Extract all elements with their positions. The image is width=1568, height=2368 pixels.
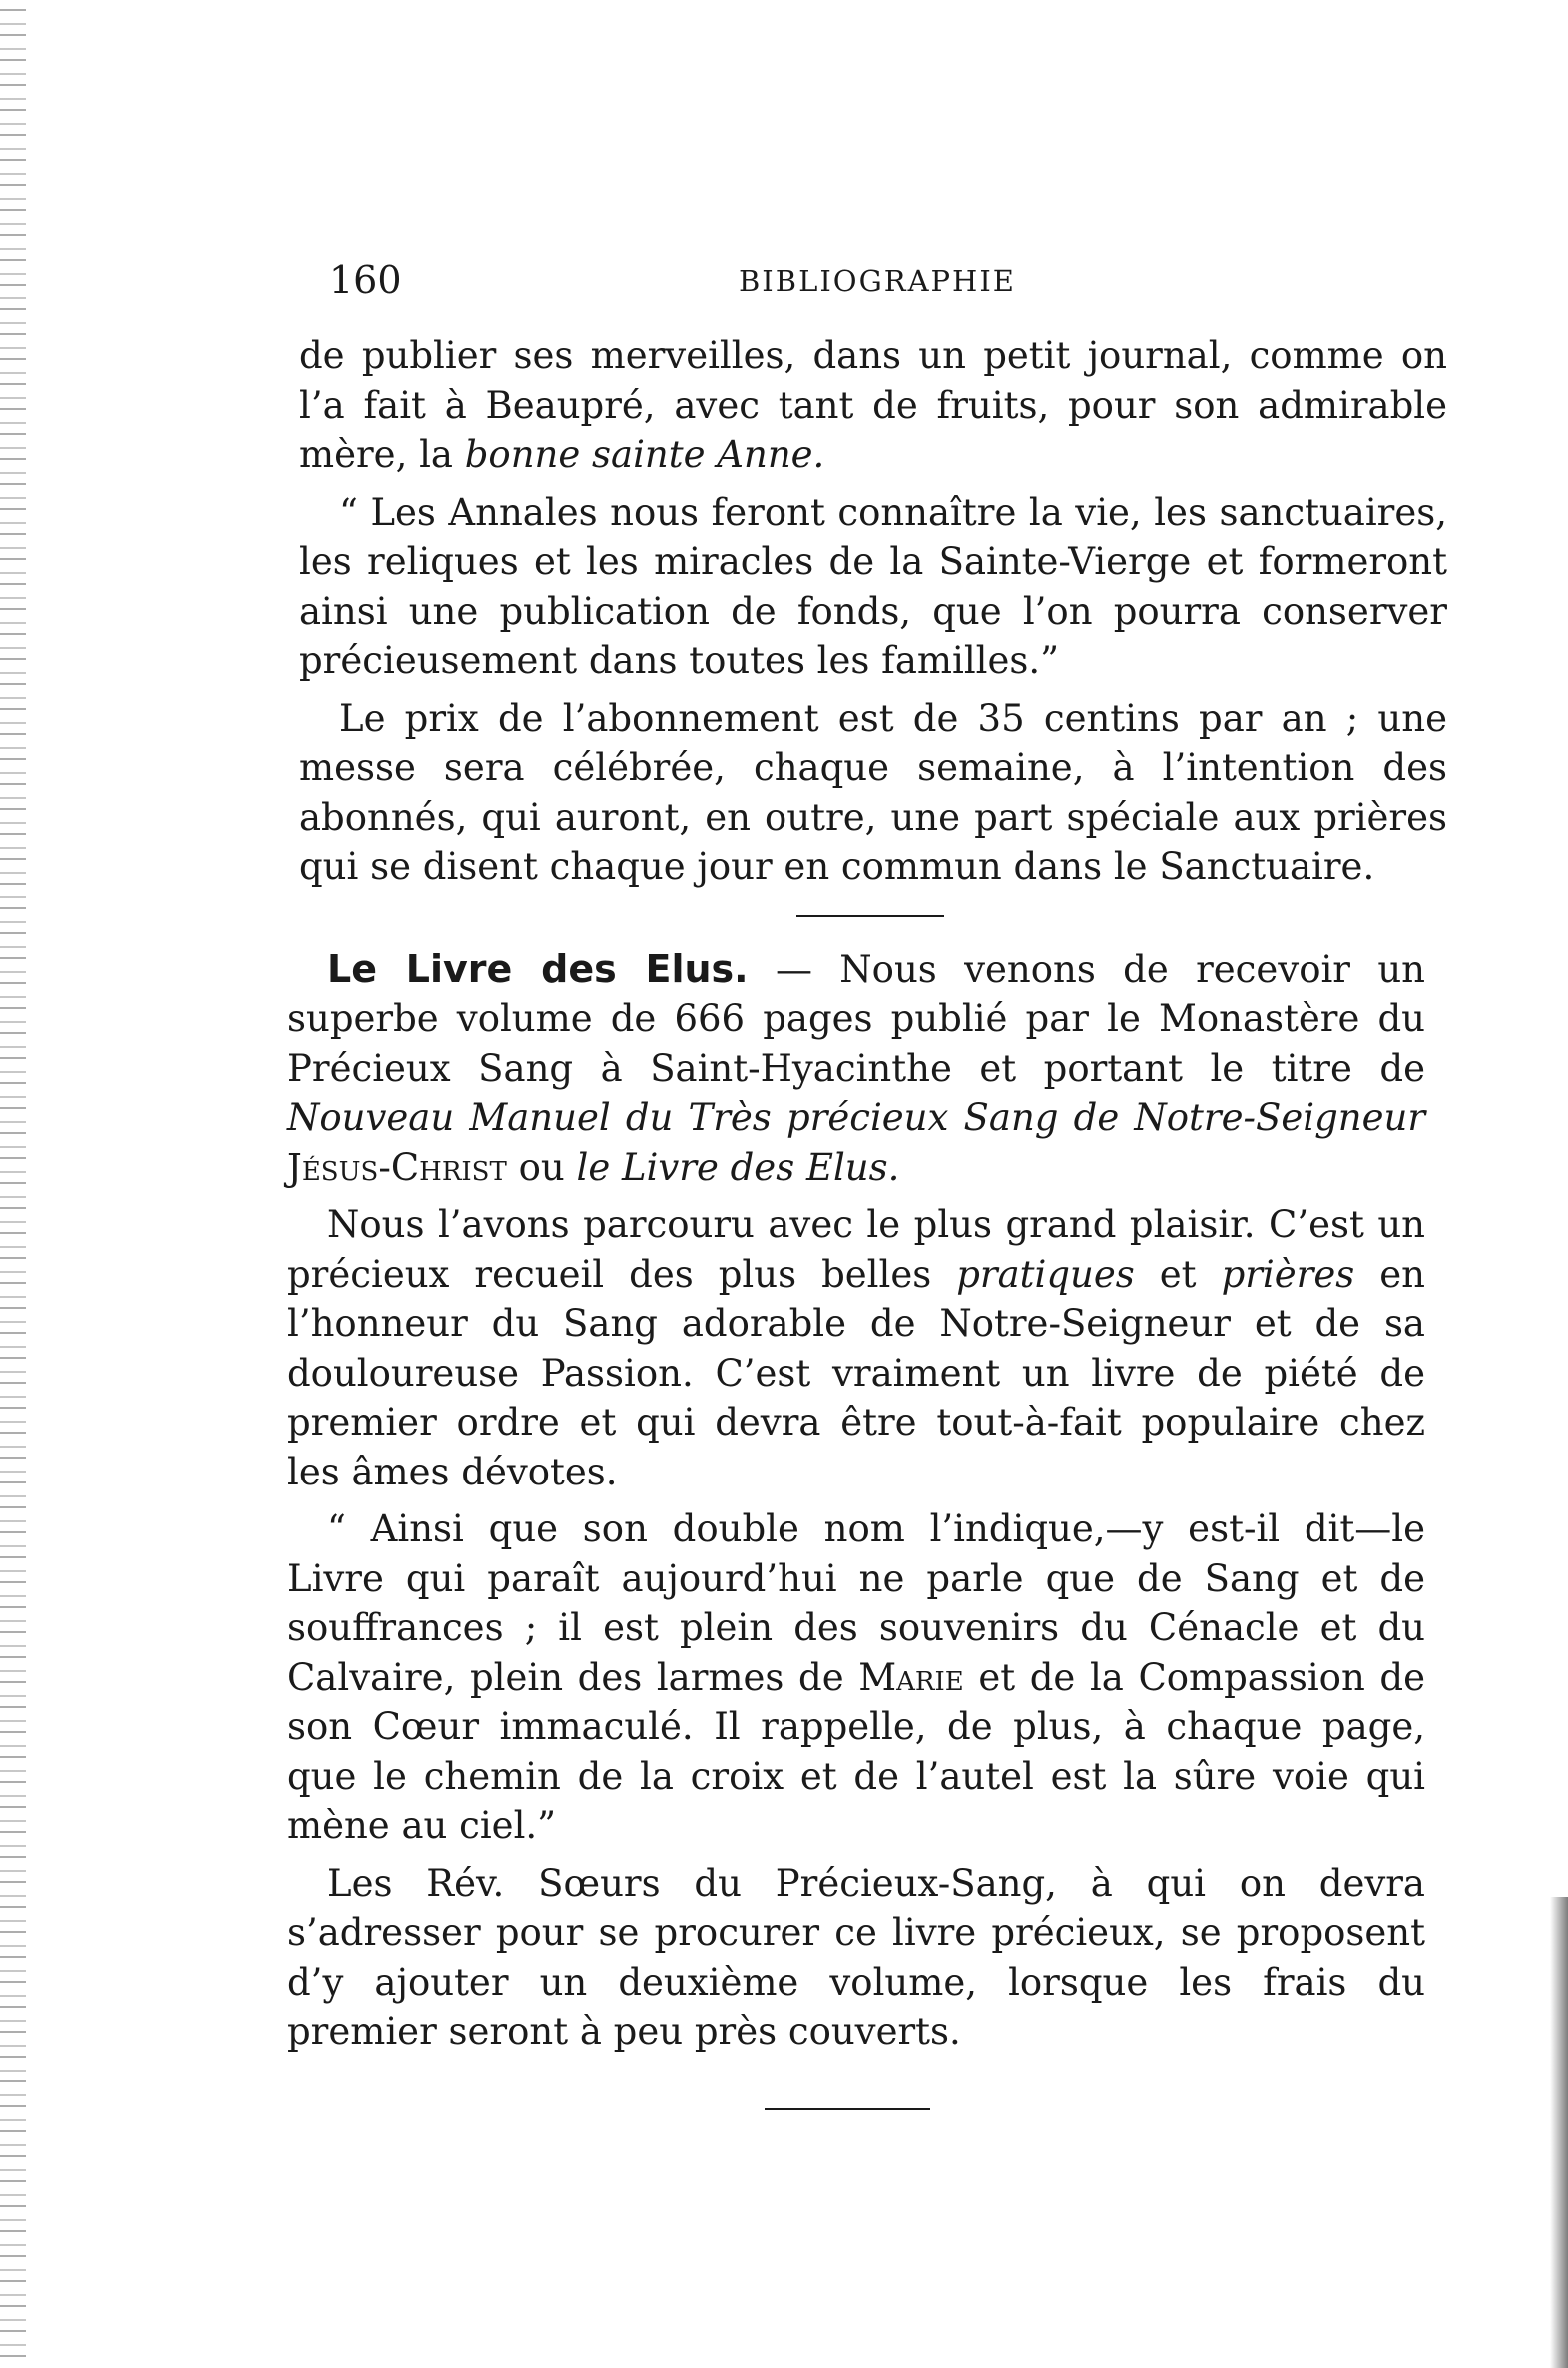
section-divider-2: [765, 2108, 930, 2110]
paragraph-6-text-b: et de la Compassion de son Cœur immaculé. Il rappelle, de plus, à chaque page, que le chemin de la croix et de l’autel est la sûre voie qui mène au ciel.”: [287, 1655, 1425, 1847]
scan-gutter-marks: [0, 0, 26, 2368]
running-title: BIBLIOGRAPHIE: [739, 264, 1016, 297]
marie-smallcaps: Marie: [858, 1655, 964, 1699]
paragraph-1-italic: bonne sainte Anne.: [464, 433, 825, 476]
pratiques-italic: pratiques: [956, 1252, 1135, 1296]
section-livre-des-elus: [287, 945, 1425, 2110]
prieres-italic: prières: [1221, 1252, 1355, 1296]
paragraph-1-text: de publier ses merveilles, dans un petit journal, comme on l’a fait à Beaupré, avec tant de fruits, pour son admirable mère, la: [299, 334, 1447, 476]
paragraph-5-text-b: et: [1134, 1252, 1222, 1296]
book-page: [287, 258, 1447, 2110]
section-title: Le Livre des Elus.: [327, 946, 749, 991]
paragraph-5-text-a: Nous l’avons parcouru avec le plus grand plaisir. C’est un précieux recueil des plus belles: [287, 1203, 1425, 1296]
paragraph-4: [287, 945, 1425, 1193]
section-divider-1: [796, 915, 944, 917]
paragraph-4-text: — Nous venons de recevoir un superbe volume de 666 pages publié par le Monastère du Précieux Sang à Saint-Hyacinthe et portant le titre de: [287, 947, 1425, 1090]
paragraph-3: Le prix de l’abonnement est de 35 centins par an ; une messe sera célébrée, chaque semaine, à l’intention des abonnés, qui auront, en outre, une part spéciale aux prières qui se disent chaque jour en commun dans le Sanctuaire.: [299, 696, 1447, 888]
book-title-italic: Nouveau Manuel du Très précieux Sang de Notre-Seigneur: [287, 1096, 1425, 1139]
page-number: 160: [329, 258, 402, 301]
scan-edge-shadow: [1550, 1897, 1568, 2368]
book-alt-title-italic: le Livre des Elus.: [576, 1145, 900, 1189]
jesus-christ-smallcaps: Jésus-Christ: [287, 1145, 507, 1189]
paragraph-5: [287, 1200, 1425, 1496]
paragraph-2-quote: “ Les Annales nous feront connaître la vie, les sanctuaires, les reliques et les miracles de la Sainte-Vierge et formeront ainsi une publication de fonds, que l’on pourra conserver précieusement dans toutes les familles.”: [299, 490, 1447, 682]
paragraph-4-or: ou: [506, 1145, 577, 1189]
paragraph-7: Les Rév. Sœurs du Précieux-Sang, à qui on devra s’adresser pour se procurer ce livre précieux, se proposent d’y ajouter un deuxième volume, lorsque les frais du premier seront à peu près couverts.: [287, 1861, 1425, 2053]
paragraph-1: [299, 331, 1447, 480]
paragraph-6-quote: [287, 1504, 1425, 1851]
paragraph-5-text-c: en l’honneur du Sang adorable de Notre-Seigneur et de sa douloureuse Passion. C’est vraiment un livre de piété de premier ordre et qui devra être tout-à-fait populaire chez les âmes dévotes.: [287, 1252, 1425, 1493]
running-head: [299, 258, 1447, 317]
paragraph-6-text-a: “ Ainsi que son double nom l’indique,—y est-il dit—le Livre qui paraît aujourd’hui ne parle que de Sang et de souffrances ; il est plein des souvenirs du Cénacle et du Calvaire, plein des larmes de: [287, 1507, 1425, 1699]
